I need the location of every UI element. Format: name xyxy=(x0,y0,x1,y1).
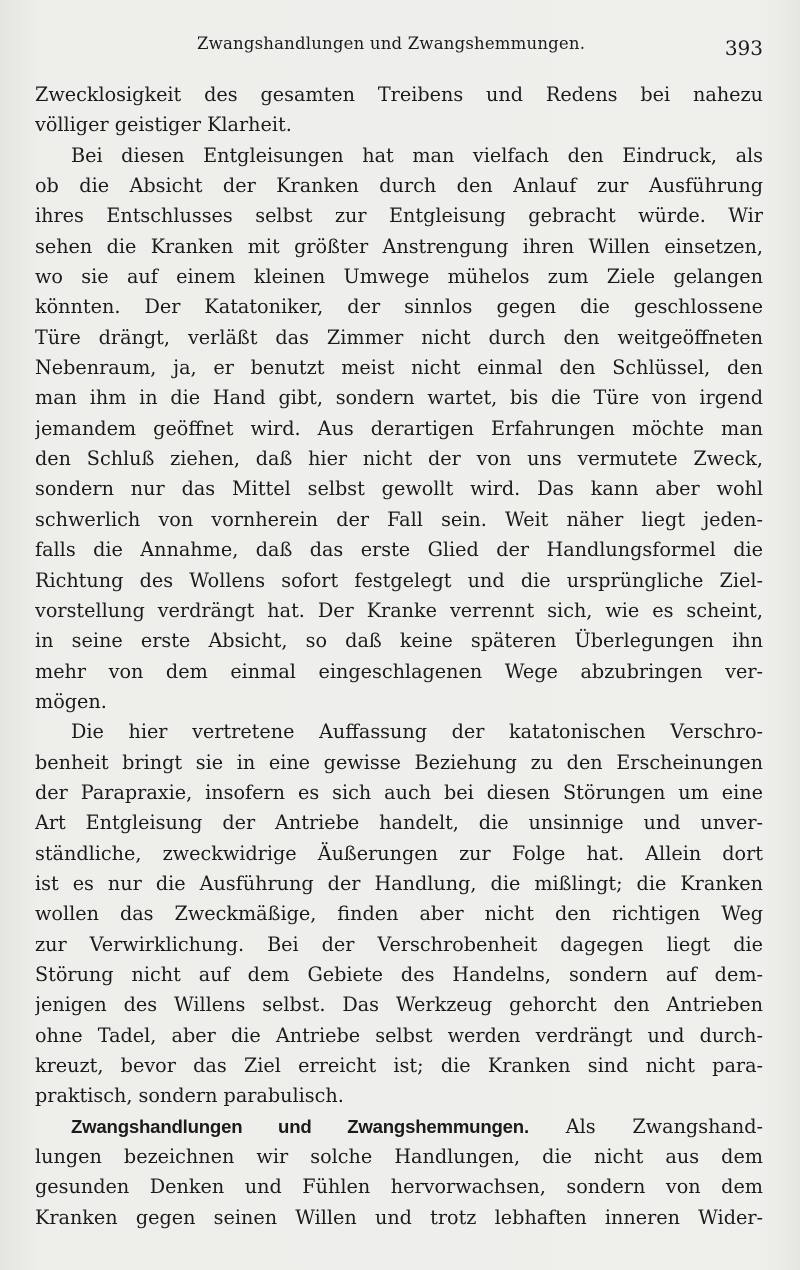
text-line: mehr von dem einmal eingeschlagenen Wege abzubringen ver- xyxy=(35,659,763,683)
text-line: sehen die Kranken mit größter Anstrengung ihren Willen einsetzen, xyxy=(35,234,763,258)
body-text xyxy=(35,80,763,1233)
text-line: vorstellung verdrängt hat. Der Kranke verrennt sich, wie es scheint, xyxy=(35,598,763,622)
text-line: Art Entgleisung der Antriebe handelt, die unsinnige und unver- xyxy=(35,811,763,835)
text-line: zur Verwirklichung. Bei der Verschrobenheit dagegen liegt die xyxy=(35,932,763,956)
text-line: Störung nicht auf dem Gebiete des Handelns, sondern auf dem- xyxy=(35,962,763,986)
text-line: schwerlich von vornherein der Fall sein. Weit näher liegt jeden- xyxy=(35,507,763,531)
section-heading: Zwangshandlungen und Zwangshemmungen. xyxy=(71,1115,529,1137)
text-line: falls die Annahme, daß das erste Glied der Handlungsformel die xyxy=(35,538,763,562)
text-line: ständliche, zweckwidrige Äußerungen zur Folge hat. Allein dort xyxy=(35,841,763,865)
text-line: ihres Entschlusses selbst zur Entgleisung gebracht würde. Wir xyxy=(35,204,763,228)
text-line: ob die Absicht der Kranken durch den Anlauf zur Ausführung xyxy=(35,174,763,198)
text-line: Zwecklosigkeit des gesamten Treibens und Redens bei nahezu xyxy=(35,83,763,106)
text-line: gesunden Denken und Fühlen hervorwachsen, sondern von dem xyxy=(35,1175,763,1199)
page-number: 393 xyxy=(724,36,763,60)
text-line: Kranken gegen seinen Willen und trotz lebhaften inneren Wider- xyxy=(35,1205,763,1229)
text-line: Die hier vertretene Auffassung der katatonischen Verschro- xyxy=(71,720,763,744)
text-line: Richtung des Wollens sofort festgelegt und die ursprüngliche Ziel- xyxy=(35,568,763,592)
text-line: man ihm in die Hand gibt, sondern wartet, bis die Türe von irgend xyxy=(35,386,763,410)
text-line: ist es nur die Ausführung der Handlung, die mißlingt; die Kranken xyxy=(35,871,763,895)
text-line: Bei diesen Entgleisungen hat man vielfach den Eindruck, als xyxy=(71,143,763,167)
text-line: mögen. xyxy=(35,689,107,713)
text-line xyxy=(35,1112,763,1142)
text-line: jenigen des Willens selbst. Das Werkzeug gehorcht den Antrieben xyxy=(35,993,763,1017)
text-line: in seine erste Absicht, so daß keine späteren Überlegungen ihn xyxy=(35,629,763,653)
text-line: könnten. Der Katatoniker, der sinnlos gegen die geschlossene xyxy=(35,295,763,319)
text-line: ohne Tadel, aber die Antriebe selbst werden verdrängt und durch- xyxy=(35,1023,763,1047)
page-header xyxy=(35,34,763,64)
text-line: sondern nur das Mittel selbst gewollt wird. Das kann aber wohl xyxy=(35,477,763,501)
text-line: wollen das Zweckmäßige, finden aber nicht den richtigen Weg xyxy=(35,902,763,926)
text-line: wo sie auf einem kleinen Umwege mühelos zum Ziele gelangen xyxy=(35,265,763,289)
text-run: Als Zwangshand- xyxy=(528,1114,763,1138)
text-line: den Schluß ziehen, daß hier nicht der von uns vermutete Zweck, xyxy=(35,447,763,471)
text-line: lungen bezeichnen wir solche Handlungen, die nicht aus dem xyxy=(35,1145,763,1169)
text-line: der Parapraxie, insofern es sich auch bei diesen Störungen um eine xyxy=(35,780,763,804)
text-line: jemandem geöffnet wird. Aus derartigen Erfahrungen möchte man xyxy=(35,416,763,440)
text-line: Nebenraum, ja, er benutzt meist nicht einmal den Schlüssel, den xyxy=(35,356,763,380)
running-title: Zwangshandlungen und Zwangshemmungen. xyxy=(197,34,586,53)
text-line: völliger geistiger Klarheit. xyxy=(35,113,292,137)
text-line: praktisch, sondern parabulisch. xyxy=(35,1084,344,1108)
text-line: benheit bringt sie in eine gewisse Beziehung zu den Erscheinungen xyxy=(35,750,763,774)
text-line: kreuzt, bevor das Ziel erreicht ist; die Kranken sind nicht para- xyxy=(35,1054,763,1077)
text-line: Türe drängt, verläßt das Zimmer nicht durch den weitgeöffneten xyxy=(35,325,763,349)
